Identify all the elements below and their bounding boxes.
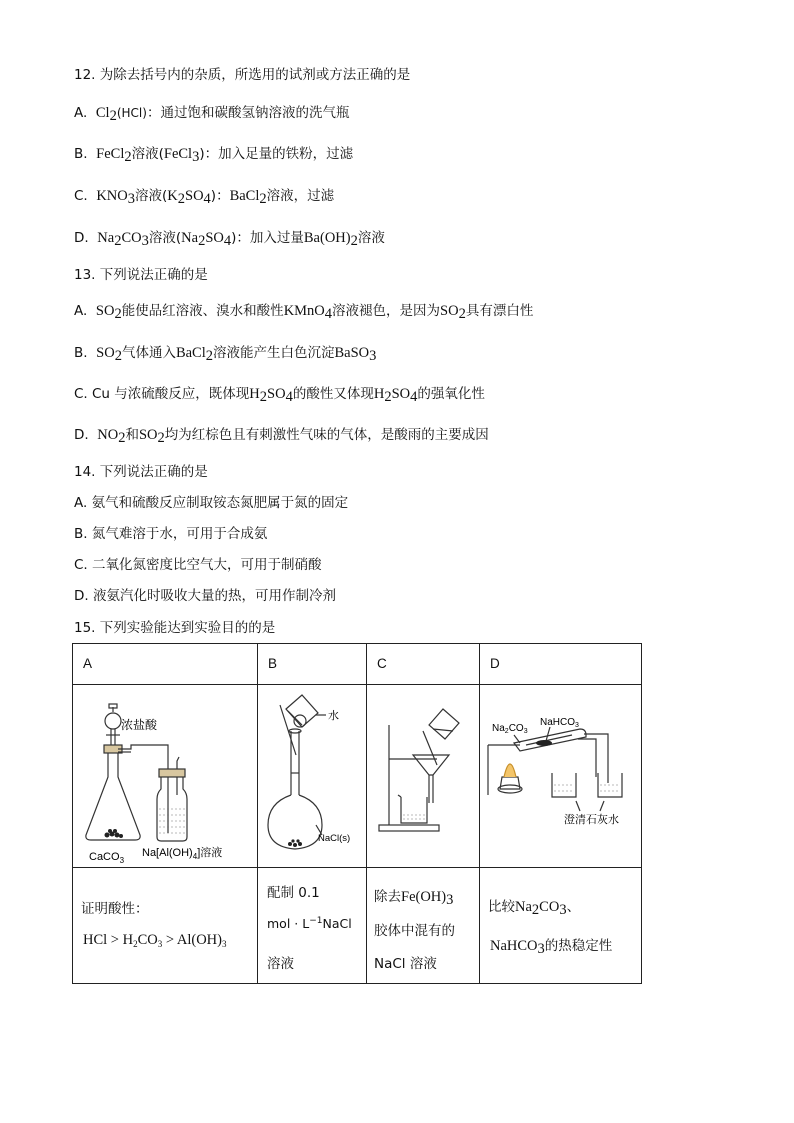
option-text: )：加入过量: [231, 230, 304, 246]
formula: SO: [138, 427, 158, 443]
option-text: 溶液能产生白色沉淀: [213, 345, 335, 361]
formula: SO: [391, 386, 411, 402]
formula: Na: [97, 230, 115, 246]
q12-option-c: [74, 187, 334, 205]
desc-d-line1: 比较$Na_2CO_3$、: [488, 899, 581, 918]
header-a: A: [73, 644, 258, 685]
q12-option-d: [74, 229, 385, 247]
option-letter: B.: [74, 146, 88, 162]
figure-d-cell: [480, 685, 642, 868]
label-caco3: CaCO$_3$: [89, 851, 125, 863]
q13-option-c: [74, 385, 485, 403]
label-conc-hcl: 浓盐酸: [121, 718, 158, 732]
q12-option-b: [74, 145, 353, 163]
option-letter: D.: [74, 427, 89, 443]
subscript: 2: [118, 430, 126, 446]
label-water: 水: [328, 710, 339, 722]
option-letter: B.: [74, 345, 88, 361]
figure-a-cell: [73, 685, 258, 868]
subscript: 2: [259, 191, 267, 207]
volumetric-flask-diagram: [258, 685, 367, 863]
label-limewater: 澄清石灰水: [564, 814, 619, 826]
q14-option-b: B. 氮气难溶于水，可用于合成氨: [74, 526, 268, 542]
subscript: 4: [410, 389, 418, 405]
q12-stem: 12. 为除去括号内的杂质，所选用的试剂或方法正确的是: [74, 67, 411, 83]
option-text: C. Cu 与浓硫酸反应，既体现: [74, 386, 250, 402]
option-letter: A.: [74, 105, 88, 121]
desc-c-line1: 除去$Fe(OH)_3$: [374, 889, 454, 908]
formula: BaCl: [175, 345, 206, 361]
desc-b-cell: [258, 868, 367, 984]
subscript: 2: [114, 233, 122, 249]
formula: BaSO: [334, 345, 370, 361]
subscript: 3: [127, 191, 135, 207]
subscript: 2: [259, 389, 268, 405]
q13-option-b: [74, 344, 376, 362]
desc-a-cell: [73, 868, 258, 984]
experiment-table: [72, 643, 642, 984]
subscript: 2: [458, 306, 466, 322]
desc-d-line2: NaHCO$_3$的热稳定性: [490, 938, 613, 957]
option-text: 能使品红溶液、溴水和酸性: [121, 303, 284, 319]
option-text: 的酸性又体现: [292, 386, 374, 402]
formula: NO: [97, 427, 119, 443]
option-text: 溶液(: [148, 230, 182, 246]
option-text: 溶液，过滤: [266, 188, 335, 204]
header-c: C: [367, 644, 480, 685]
label-nacl-solid: NaCl(s): [318, 833, 351, 844]
subscript: 2: [205, 348, 214, 364]
label-na-al-oh4: $Na[Al(OH)_4]$溶液: [142, 847, 223, 861]
q14-option-c: C. 二氧化氮密度比空气大，可用于制硝酸: [74, 557, 322, 573]
q13-option-a: [74, 302, 533, 320]
option-text: 均为红棕色且有刺激性气味的气体，是酸雨的主要成因: [164, 427, 489, 443]
option-text: 和: [125, 427, 139, 443]
q13-option-d: [74, 426, 489, 444]
desc-a-line2: HCl > $H_2CO_3 > Al(OH)_3$: [83, 932, 227, 949]
formula: BaCl: [229, 188, 260, 204]
formula: H: [249, 386, 260, 402]
option-text: ：通过饱和碳酸氢钠溶液的洗气瓶: [146, 105, 350, 121]
q13-stem: 13. 下列说法正确的是: [74, 267, 208, 283]
impurity: (HCl): [116, 106, 147, 120]
subscript: 2: [350, 233, 358, 249]
subscript: 2: [114, 348, 122, 364]
description-row: [73, 868, 642, 984]
formula: CO: [121, 230, 142, 246]
option-text: )：: [210, 188, 230, 204]
formula: H: [373, 386, 385, 402]
figure-c-cell: [367, 685, 480, 868]
q12-option-a: [74, 104, 349, 122]
desc-b-line2: mol · $L^{-1}NaCl$: [267, 916, 352, 931]
subscript: 3: [141, 233, 149, 249]
formula: SO: [96, 345, 115, 361]
option-text: 溶液褪色，是因为: [332, 303, 441, 319]
label-nahco3: NaHCO$_3$: [540, 717, 579, 729]
label-na2co3: $Na_2CO_3$: [492, 723, 528, 735]
subscript: 2: [109, 108, 117, 124]
table-header-row: [73, 644, 642, 685]
option-text: )：加入足量的铁粉，过滤: [199, 146, 354, 162]
subscript: 2: [177, 191, 185, 207]
subscript: 2: [157, 430, 165, 446]
subscript: 2: [384, 389, 392, 405]
q14-option-a: A. 氨气和硫酸反应制取铵态氮肥属于氮的固定: [74, 495, 349, 511]
formula: Cl: [95, 105, 110, 121]
thermal-stability-diagram: [480, 685, 642, 863]
subscript: 4: [285, 389, 293, 405]
desc-a-line1: 证明酸性：: [81, 901, 149, 917]
header-b: B: [258, 644, 367, 685]
desc-b-line1: 配制 0.1: [267, 885, 320, 901]
subscript: 4: [324, 306, 333, 322]
apparatus-a-diagram: [73, 685, 258, 863]
header-d: D: [480, 644, 642, 685]
option-letter: A.: [74, 303, 88, 319]
figure-row: [73, 685, 642, 868]
subscript: 3: [192, 149, 200, 165]
funnel-bulb: [105, 713, 121, 729]
option-text: 溶液(: [134, 188, 168, 204]
q15-stem: 15. 下列实验能达到实验目的的是: [74, 620, 276, 636]
formula: SO: [185, 188, 204, 204]
option-letter: D.: [74, 230, 89, 246]
formula: SO: [95, 303, 115, 319]
option-letter: C.: [74, 188, 88, 204]
subscript: 2: [124, 149, 132, 165]
figure-b-cell: [258, 685, 367, 868]
subscript: 3: [369, 348, 377, 364]
subscript: 2: [114, 306, 122, 322]
option-text: 溶液: [357, 230, 385, 246]
formula: KMnO: [283, 303, 325, 319]
formula: SO: [205, 230, 224, 246]
formula: KNO: [96, 188, 128, 204]
desc-c-line2: 胶体中混有的: [374, 923, 455, 939]
option-text: 溶液(: [131, 146, 164, 162]
desc-c-line3: NaCl 溶液: [374, 956, 437, 972]
formula: SO: [440, 303, 459, 319]
subscript: 2: [198, 233, 206, 249]
formula: Ba(OH): [303, 230, 351, 246]
q14-option-d: D. 液氨汽化时吸收大量的热，可用作制冷剂: [74, 588, 336, 604]
desc-c-cell: [367, 868, 480, 984]
subscript: 4: [223, 233, 232, 249]
q14-stem: 14. 下列说法正确的是: [74, 464, 208, 480]
formula: SO: [267, 386, 286, 402]
desc-d-cell: [480, 868, 642, 984]
option-text: 气体通入: [121, 345, 176, 361]
subscript: 4: [203, 191, 211, 207]
option-text: 的强氧化性: [417, 386, 485, 402]
option-text: 具有漂白性: [465, 303, 534, 319]
formula: Na: [181, 230, 199, 246]
filtration-diagram: [367, 685, 480, 863]
desc-b-line3: 溶液: [267, 956, 294, 972]
formula: K: [167, 188, 178, 204]
formula: FeCl: [163, 146, 193, 162]
formula: FeCl: [96, 146, 125, 162]
